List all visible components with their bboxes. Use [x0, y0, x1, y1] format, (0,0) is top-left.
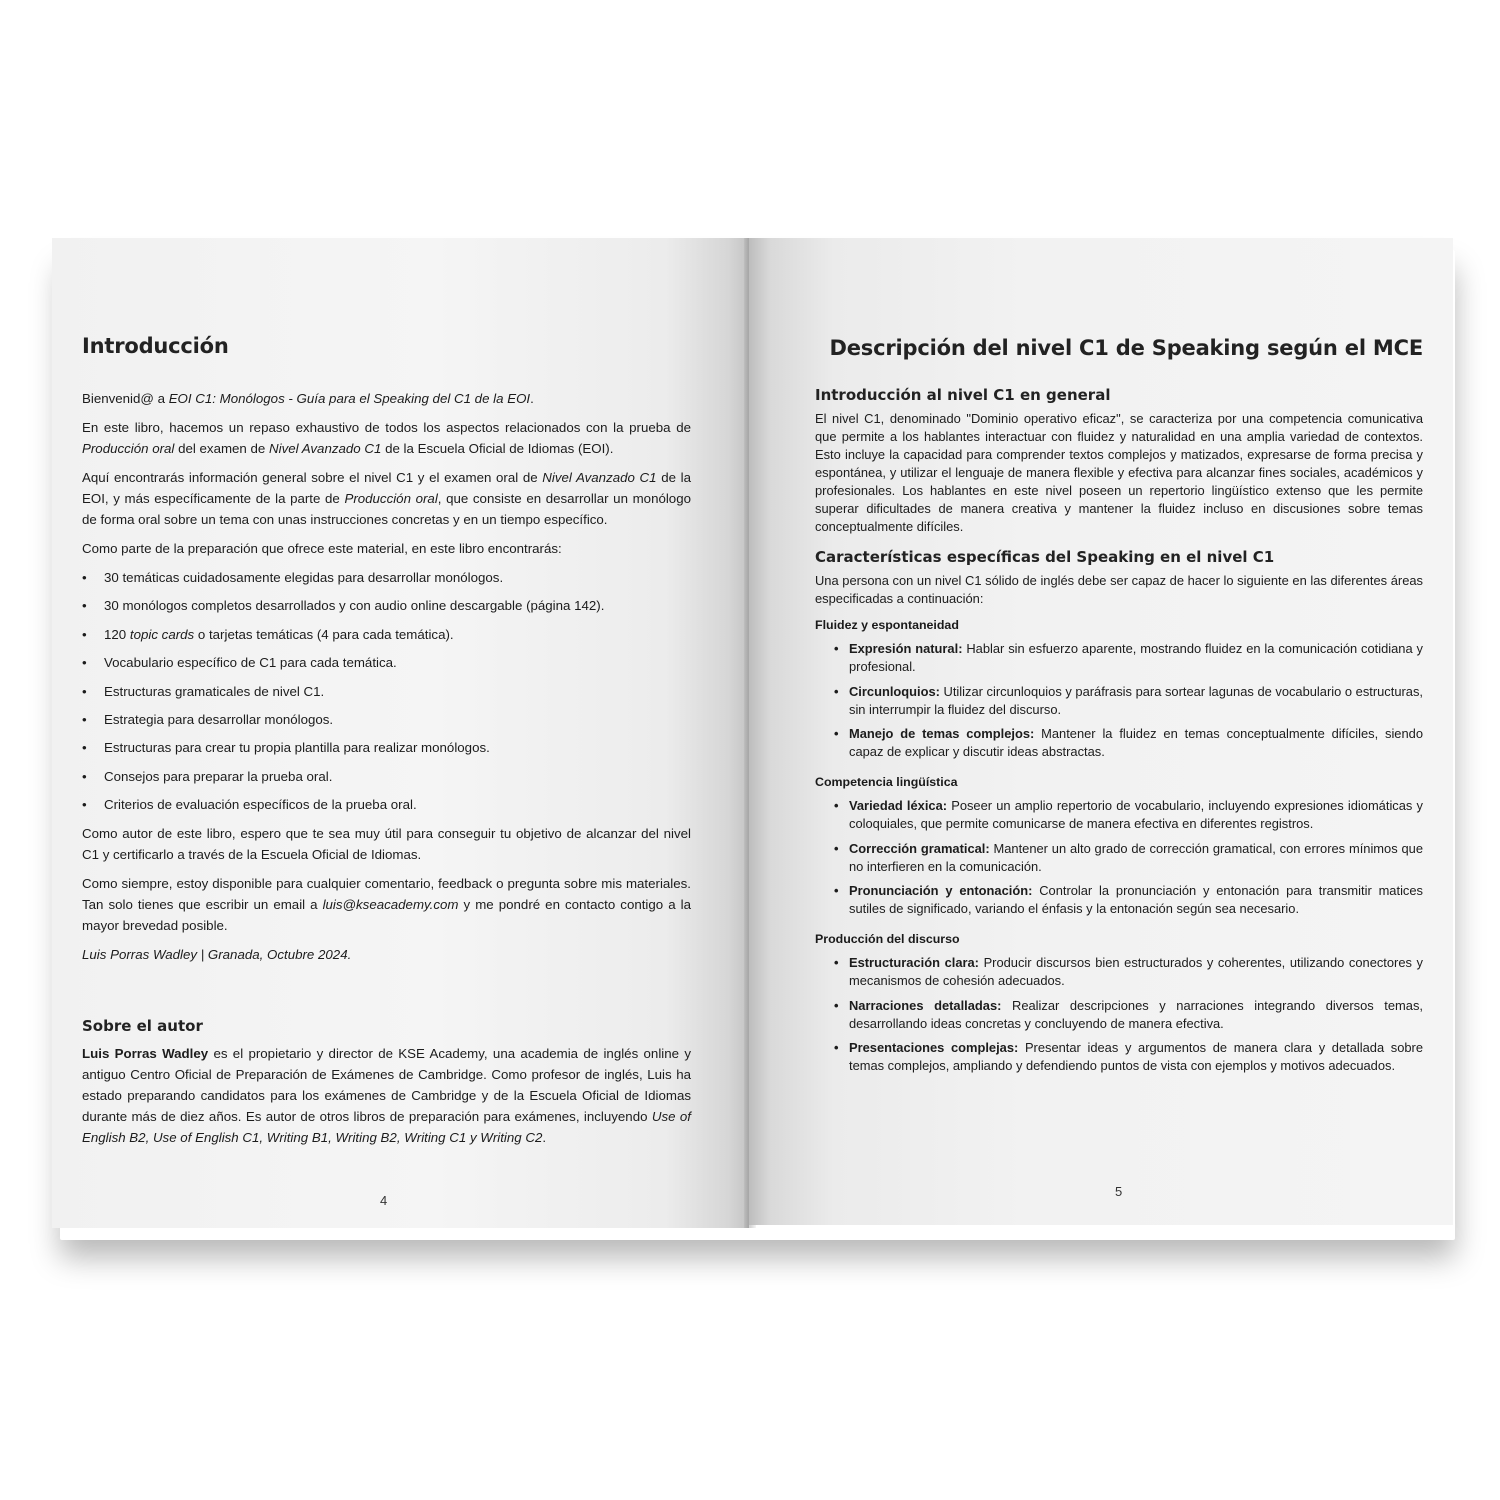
closing-paragraph: Como autor de este libro, espero que te sea muy útil para conseguir tu objetivo de alcanzar del nivel C1 y certificarlo a través de la Escuela Oficial de Idiomas. [82, 826, 691, 863]
subsection-heading: Fluidez y espontaneidad [815, 618, 959, 632]
intro-paragraph-4: Como parte de la preparación que ofrece este material, en este libro encontrarás: [82, 541, 562, 556]
about-author-heading: Sobre el autor [82, 1017, 203, 1036]
list-item: • Narraciones detalladas: Realizar descripciones y narraciones integrando diversos temas, desarrollando ideas concretas y concluyendo de manera efectiva. [815, 997, 1423, 1033]
list-item: • Variedad léxica: Poseer un amplio repertorio de vocabulario, incluyendo expresiones idiomáticas y coloquiales, que permite comunicarse de manera efectiva en diferentes registros. [815, 797, 1423, 833]
skills-list [815, 797, 1423, 918]
introduction-body [82, 388, 691, 965]
skills-list [815, 640, 1423, 761]
section-heading: Características específicas del Speaking en el nivel C1 [815, 548, 1275, 566]
page-number-right: 5 [1115, 1184, 1123, 1199]
section-paragraph: El nivel C1, denominado "Dominio operativo eficaz", se caracteriza por una competencia comunicativa que permite a los hablantes interactuar con fluidez y naturalidad en una amplia variedad de contextos. Esto incluye la capacidad para comprender textos complejos y matizados, expresarse de forma precisa y espontánea, y utilizar el lenguaje de manera flexible y efectiva para alcanzar fines sociales, académicos y profesionales. Los hablantes en este nivel poseen un repertorio lingüístico extenso que les permite superar dificultades de manera creativa y mantener la fluidez incluso en discusiones sobre temas conceptualmente difíciles. [815, 411, 1423, 534]
list-item: • Consejos para preparar la prueba oral. [82, 766, 691, 787]
subsection-heading: Competencia lingüística [815, 775, 958, 789]
list-item: • Estructuras gramaticales de nivel C1. [82, 681, 691, 702]
list-item: • Corrección gramatical: Mantener un alto grado de corrección gramatical, con errores mínimos que no interfieren en la comunicación. [815, 840, 1423, 876]
list-item: • 120 topic cards o tarjetas temáticas (4 para cada temática). [82, 624, 691, 645]
contact-paragraph: Como siempre, estoy disponible para cualquier comentario, feedback o pregunta sobre mis materiales. Tan solo tienes que escribir un email a luis@kseacademy.com y me pondré en contacto contigo a la mayor brevedad posible. [82, 876, 691, 934]
list-item: • Manejo de temas complejos: Mantener la fluidez en temas conceptualmente difíciles, siendo capaz de explicar y discutir ideas abstractas. [815, 725, 1423, 761]
intro-paragraph-2: En este libro, hacemos un repaso exhaustivo de todos los aspectos relacionados con la prueba de Producción oral del examen de Nivel Avanzado C1 de la Escuela Oficial de Idiomas (EOI). [82, 420, 691, 456]
left-page-title: Introducción [82, 334, 229, 358]
list-item: • Pronunciación y entonación: Controlar la pronunciación y entonación para transmitir matices sutiles de significado, variando el énfasis y la entonación según sea necesario. [815, 882, 1423, 918]
c1-description-body [815, 386, 1423, 1075]
list-item: • Vocabulario específico de C1 para cada temática. [82, 652, 691, 673]
author-signature: Luis Porras Wadley | Granada, Octubre 2024. [82, 947, 352, 963]
page-number-left: 4 [380, 1193, 388, 1208]
right-page [749, 238, 1453, 1225]
list-item: • Criterios de evaluación específicos de la prueba oral. [82, 794, 691, 815]
contents-list [82, 567, 691, 815]
list-item: • 30 monólogos completos desarrollados y con audio online descargable (página 142). [82, 595, 691, 616]
skills-list [815, 954, 1423, 1075]
author-name: Luis Porras Wadley [82, 1046, 209, 1062]
left-page [52, 238, 749, 1228]
intro-paragraph-1: Bienvenid@ a EOI C1: Monólogos - Guía para el Speaking del C1 de la EOI. [82, 391, 534, 406]
intro-paragraph-3: Aquí encontrarás información general sobre el nivel C1 y el examen oral de Nivel Avanzado C1 de la EOI, y más específicamente de la parte de Producción oral, que consiste en desarrollar un monólogo de forma oral sobre un tema con unas instrucciones concretas y en un tiempo específico. [82, 470, 691, 527]
about-author-text: Luis Porras Wadley es el propietario y director de KSE Academy, una academia de inglés online y antiguo Centro Oficial de Preparación de Exámenes de Cambridge. Como profesor de inglés, Luis ha estado preparando candidatos para los exámenes de Cambridge y de la Escuela Oficial de Idiomas durante más de diez años. Es autor de otros libros de preparación para exámenes, incluyendo Use of English B2, Use of English C1, Writing B1, Writing B2, Writing C1 y Writing C2. [82, 1046, 691, 1146]
right-page-title: Descripción del nivel C1 de Speaking según el MCE [829, 336, 1423, 360]
other-books: Use of English B2, Use of English C1, Writing B1, Writing B2, Writing C1 y Writing C2 [82, 1109, 691, 1146]
list-item: • Presentaciones complejas: Presentar ideas y argumentos de manera clara y detallada sobre temas complejos, ampliando y defendiendo puntos de vista con ejemplos y motivos adecuados. [815, 1039, 1423, 1075]
list-item: • Estructuración clara: Producir discursos bien estructurados y coherentes, utilizando conectores y mecanismos de cohesión adecuados. [815, 954, 1423, 990]
subsection-heading: Producción del discurso [815, 932, 960, 946]
list-item: • Circunloquios: Utilizar circunloquios y paráfrasis para sortear lagunas de vocabulario o estructuras, sin interrumpir la fluidez del discurso. [815, 683, 1423, 719]
list-item: • Estrategia para desarrollar monólogos. [82, 709, 691, 730]
about-author-section [82, 1017, 691, 1148]
author-email: luis@kseacademy.com [322, 897, 459, 913]
section-paragraph: Una persona con un nivel C1 sólido de inglés debe ser capaz de hacer lo siguiente en las diferentes áreas especificadas a continuación: [815, 573, 1423, 606]
section-heading: Introducción al nivel C1 en general [815, 386, 1111, 404]
list-item: • Estructuras para crear tu propia plantilla para realizar monólogos. [82, 737, 691, 758]
list-item: • Expresión natural: Hablar sin esfuerzo aparente, mostrando fluidez en la comunicación cotidiana y profesional. [815, 640, 1423, 676]
list-item: • 30 temáticas cuidadosamente elegidas para desarrollar monólogos. [82, 567, 691, 588]
